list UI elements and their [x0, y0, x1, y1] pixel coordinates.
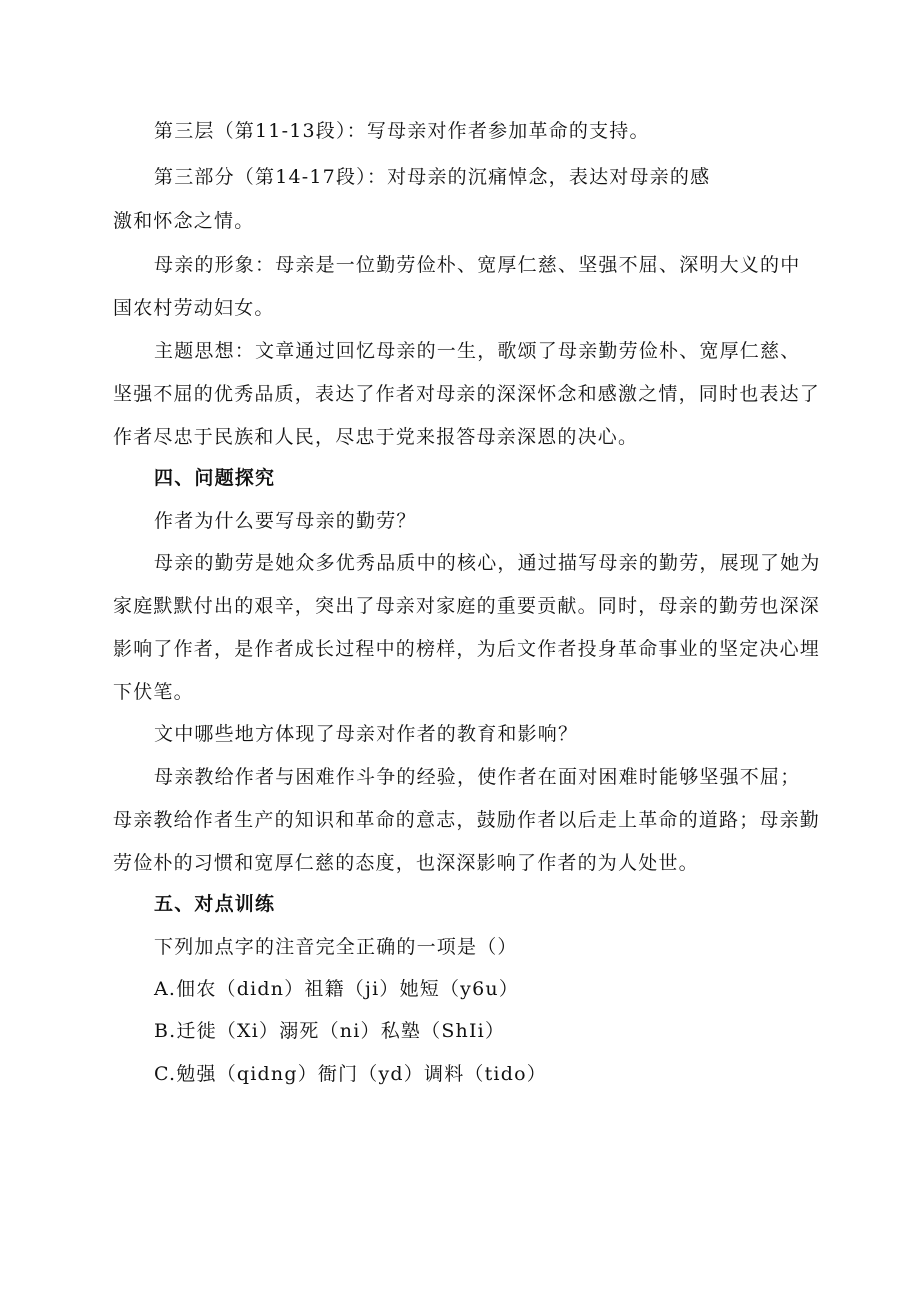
paragraph-part-three-line-1: 第三部分（第14-17段）：对母亲的沉痛悼念，表达对母亲的感 [154, 166, 711, 188]
paragraph-theme-line-3: 作者尽忠于民族和人民，尽忠于党来报答母亲深恩的决心。 [113, 426, 639, 448]
answer-one-line-3: 影响了作者，是作者成长过程中的榜样，为后文作者投身革命事业的坚定决心埋 [113, 638, 821, 660]
answer-two-line-1: 母亲教给作者与困难作斗争的经验，使作者在面对困难时能够坚强不屈； [154, 766, 801, 788]
option-a: A.佃农（didn）祖籍（ji）她短（y6u） [154, 978, 520, 1000]
paragraph-mother-image-line-1: 母亲的形象：母亲是一位勤劳俭朴、宽厚仁慈、坚强不屈、深明大义的中 [154, 254, 801, 276]
section-heading-four: 四、问题探究 [154, 467, 276, 489]
answer-one-line-1: 母亲的勤劳是她众多优秀品质中的核心，通过描写母亲的勤劳，展现了她为 [154, 552, 821, 574]
question-two: 文中哪些地方体现了母亲对作者的教育和影响？ [154, 723, 579, 745]
option-c: C.勉强（qidng）衙门（yd）调料（tido） [154, 1063, 547, 1085]
answer-one-line-4: 下伏笔。 [113, 681, 194, 703]
question-three: 下列加点字的注音完全正确的一项是（） [154, 936, 518, 958]
answer-one-line-2: 家庭默默付出的艰辛，突出了母亲对家庭的重要贡献。同时，母亲的勤劳也深深 [113, 595, 821, 617]
option-b: B.迁徙（Xi）溺死（ni）私塾（ShIi） [154, 1020, 506, 1042]
paragraph-layer-three: 第三层（第11-13段）：写母亲对作者参加革命的支持。 [154, 120, 650, 142]
paragraph-theme-line-1: 主题思想：文章通过回忆母亲的一生，歌颂了母亲勤劳俭朴、宽厚仁慈、 [154, 340, 801, 362]
paragraph-mother-image-line-2: 国农村劳动妇女。 [113, 297, 275, 319]
paragraph-theme-line-2: 坚强不屈的优秀品质，表达了作者对母亲的深深怀念和感激之情，同时也表达了 [113, 383, 821, 405]
answer-two-line-3: 劳俭朴的习惯和宽厚仁慈的态度，也深深影响了作者的为人处世。 [113, 852, 699, 874]
section-heading-five: 五、对点训练 [154, 893, 276, 915]
paragraph-part-three-line-2: 激和怀念之情。 [113, 210, 255, 232]
question-one: 作者为什么要写母亲的勤劳？ [154, 510, 417, 532]
answer-two-line-2: 母亲教给作者生产的知识和革命的意志，鼓励作者以后走上革命的道路；母亲勤 [113, 809, 821, 831]
